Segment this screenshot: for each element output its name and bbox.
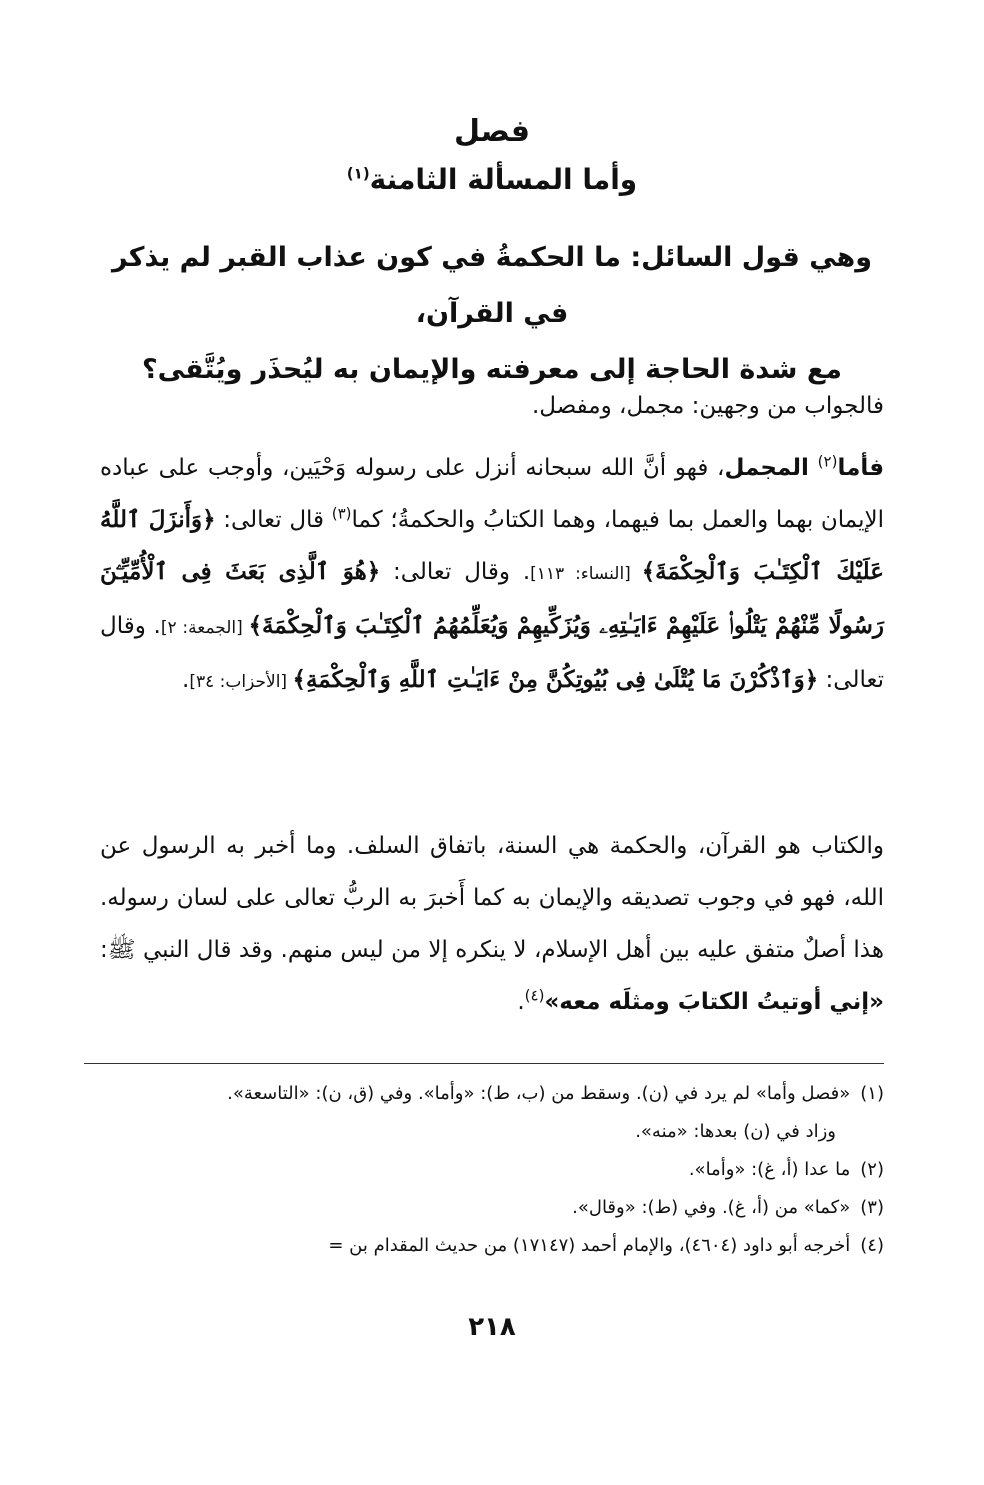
paragraph-text: قال تعالى: bbox=[215, 507, 332, 533]
footnote-item bbox=[92, 1075, 884, 1113]
footnote-continuation: وزاد في (ن) بعدها: «منه». bbox=[635, 1121, 836, 1142]
summary-answer-paragraph bbox=[100, 442, 884, 708]
question-line-2: مع شدة الحاجة إلى معرفته والإيمان به ليُحذَر ويُتَّقى؟ bbox=[142, 354, 842, 385]
paragraph-lead: فأما bbox=[837, 455, 885, 481]
footnote-ref-1: (١) bbox=[346, 164, 370, 183]
footnote-number: (٢) bbox=[860, 1159, 884, 1180]
question-line-1: وهي قول السائل: ما الحكمةُ في كون عذاب القبر لم يذكر في القرآن، bbox=[111, 242, 873, 329]
question-heading bbox=[100, 230, 884, 398]
quran-verse: ﴿هُوَ ٱلَّذِى بَعَثَ فِى ٱلْأُمِّيِّـۧنَ رَسُولًا مِّنْهُمْ يَتْلُوا۟ عَلَيْهِمْ ءَايَـٰتِهِۦ وَيُزَكِّيهِمْ وَيُعَلِّمُهُمُ ٱلْكِتَـٰبَ وَٱلْحِكْمَةَ﴾ bbox=[100, 558, 884, 639]
footnote-number: (١) bbox=[860, 1083, 884, 1104]
book-and-sunnah-paragraph bbox=[100, 820, 884, 1028]
paragraph-lead-term: المجمل bbox=[724, 455, 809, 481]
verse-reference: [النساء: ١١٣] bbox=[530, 564, 642, 584]
paragraph-text: . وقال تعالى: bbox=[100, 613, 884, 693]
footnote-item bbox=[92, 1189, 884, 1227]
answer-intro-paragraph: فالجواب من وجهين: مجمل، ومفصل. bbox=[531, 393, 884, 419]
paragraph-text: . bbox=[182, 667, 190, 693]
footnote-ref-4: (٤) bbox=[524, 986, 545, 1005]
footnote-ref-2: (٢) bbox=[817, 452, 838, 471]
quran-verse: ﴿وَٱذْكُرْنَ مَا يُتْلَىٰ فِى بُيُوتِكُنَّ مِنْ ءَايَـٰتِ ٱللَّهِ وَٱلْحِكْمَةِ﴾ bbox=[292, 666, 819, 693]
footnote-text: ما عدا (أ، غ): «وأما». bbox=[688, 1159, 851, 1180]
hadith-quote: «إني أوتيتُ الكتابَ ومثلَه معه» bbox=[544, 989, 884, 1015]
verse-reference: [الجمعة: ٢] bbox=[160, 618, 249, 638]
paragraph-text: . bbox=[517, 989, 525, 1015]
verse-reference: [الأحزاب: ٣٤] bbox=[189, 672, 293, 692]
quran-verse: ﴿وَأَنزَلَ ٱللَّهُ عَلَيْكَ ٱلْكِتَـٰبَ وَٱلْحِكْمَةَ﴾ bbox=[100, 506, 885, 585]
footnote-item bbox=[92, 1151, 884, 1189]
paragraph-text: . وقال تعالى: bbox=[380, 559, 531, 585]
footnote-text: أخرجه أبو داود (٤٦٠٤)، والإمام أحمد (١٧١٤٧) من حديث المقدام بن = bbox=[328, 1235, 851, 1256]
footnote-divider bbox=[84, 1063, 884, 1064]
paragraph-text: ، فهو أنَّ الله سبحانه أنزل على رسوله وَحْيَين، وأوجب على عباده الإيمان بهما والعمل بما فيهما، وهما الكتابُ والحكمةُ؛ كما bbox=[100, 455, 884, 533]
issue-title bbox=[60, 160, 924, 200]
footnote-item bbox=[92, 1227, 884, 1265]
section-title: فصل bbox=[454, 114, 530, 149]
paragraph-text: والكتاب هو القرآن، والحكمة هي السنة، باتفاق السلف. وما أخبر به الرسول عن الله، فهو في وجوب تصديقه والإيمان به كما أَخبرَ به الربُّ تعالى على لسان رسوله. هذا أصلٌ متفق عليه بين أهل الإسلام، لا ينكره إلا من ليس منهم. وقد قال النبي ﷺ: bbox=[100, 833, 884, 963]
footnote-ref-3: (٣) bbox=[331, 504, 352, 523]
issue-title-text: وأما المسألة الثامنة bbox=[369, 163, 638, 196]
page-number: ٢١٨ bbox=[468, 1312, 516, 1342]
footnotes bbox=[92, 1075, 884, 1265]
footnote-number: (٤) bbox=[860, 1235, 884, 1256]
footnote-text: «فصل وأما» لم يرد في (ن). وسقط من (ب، ط): «وأما». وفي (ق، ن): «التاسعة». bbox=[227, 1083, 851, 1104]
footnote-text: «كما» من (أ، غ). وفي (ط): «وقال». bbox=[572, 1197, 851, 1218]
footnote-number: (٣) bbox=[860, 1197, 884, 1218]
